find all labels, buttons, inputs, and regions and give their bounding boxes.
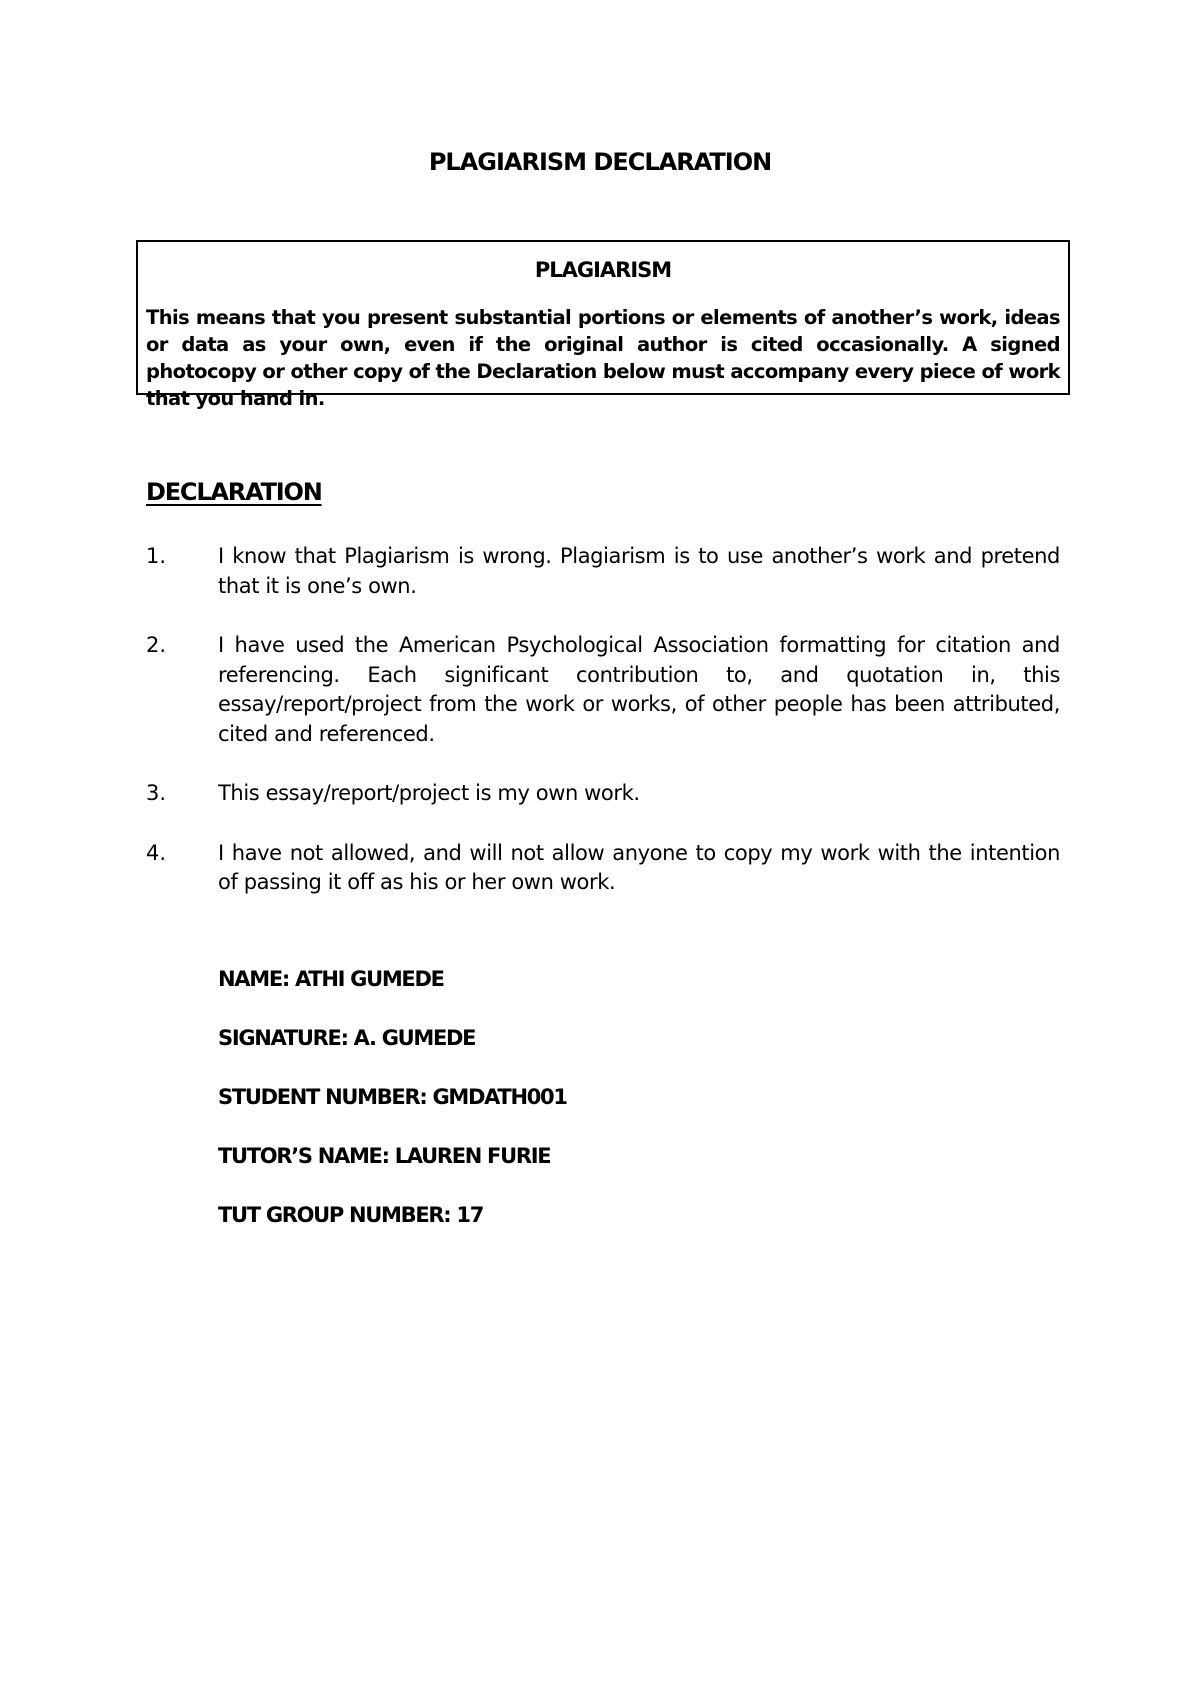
declaration-item bbox=[146, 631, 1060, 749]
student-number: STUDENT NUMBER: GMDATH001 bbox=[218, 1085, 567, 1109]
declaration-item-number: 1. bbox=[146, 544, 167, 568]
declaration-item-text: I know that Plagiarism is wrong. Plagiarism is to use another’s work and pretend that it is one’s own. bbox=[218, 544, 1060, 598]
declaration-list bbox=[146, 542, 1060, 928]
declaration-item-number: 4. bbox=[146, 840, 167, 865]
declaration-item bbox=[146, 839, 1060, 898]
student-name: NAME: ATHI GUMEDE bbox=[218, 967, 444, 991]
declaration-item bbox=[146, 542, 1060, 601]
plagiarism-box-heading: PLAGIARISM bbox=[534, 258, 672, 282]
declaration-item bbox=[146, 779, 1060, 809]
tutor-name: TUTOR’S NAME: LAUREN FURIE bbox=[218, 1144, 551, 1168]
declaration-item-text: This essay/report/project is my own work. bbox=[218, 781, 640, 805]
plagiarism-definition-box bbox=[136, 240, 1070, 410]
plagiarism-box-text: This means that you present substantial portions or elements of another’s work, ideas or data as your own, even if the original author is cited occasionally. A signed photocopy or other copy of the Declaration below must accompany every piece of work that you hand in. bbox=[146, 306, 1060, 410]
declaration-item-text: I have used the American Psychological Association formatting for citation and referencing. Each significant contribution to, and quotation in, this essay/report/project from the work or works, of other people has been attributed, cited and referenced. bbox=[218, 633, 1060, 746]
student-info-block bbox=[218, 964, 567, 1259]
tut-group-number: TUT GROUP NUMBER: 17 bbox=[218, 1203, 484, 1227]
declaration-heading: DECLARATION bbox=[146, 478, 322, 506]
declaration-item-number: 2. bbox=[146, 633, 167, 657]
student-signature: SIGNATURE: A. GUMEDE bbox=[218, 1026, 476, 1050]
document-title: PLAGIARISM DECLARATION bbox=[428, 148, 772, 176]
declaration-item-text: I have not allowed, and will not allow anyone to copy my work with the intention of passing it off as his or her own work. bbox=[218, 840, 1060, 894]
declaration-item-number: 3. bbox=[146, 781, 167, 805]
